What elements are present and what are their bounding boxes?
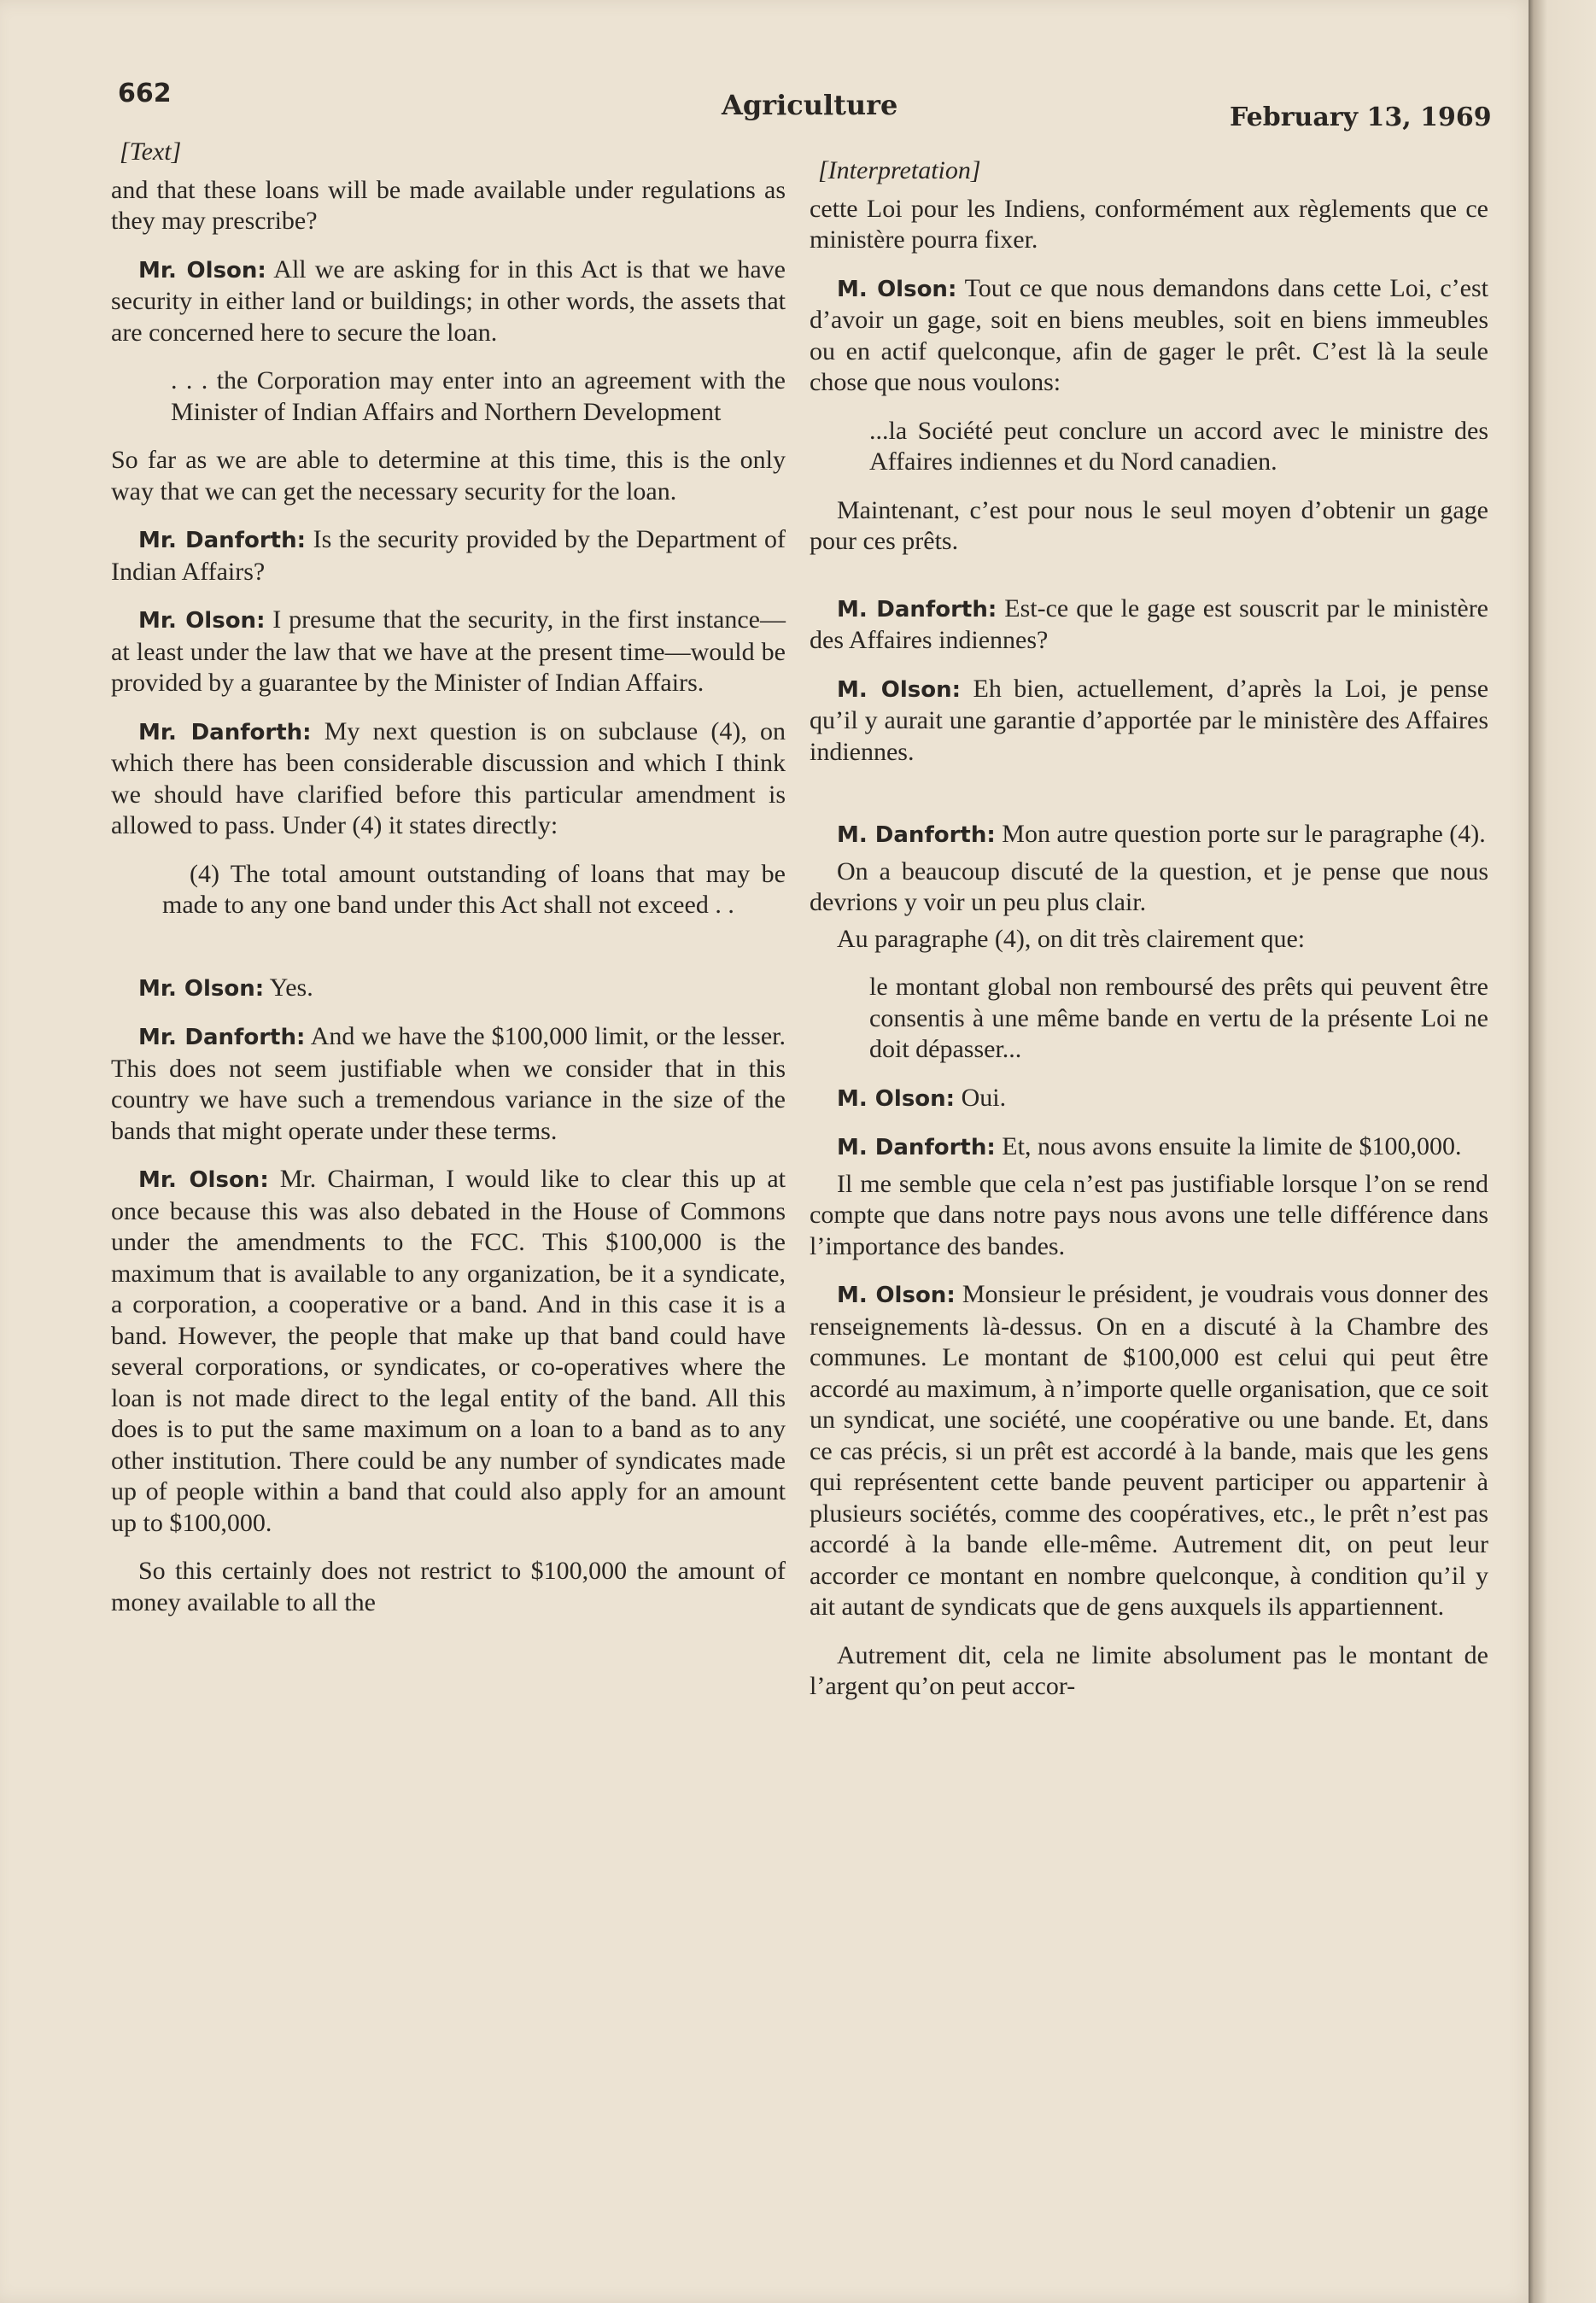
block-quote: ...la Société peut conclure un accord avec le ministre des Affaires indiennes et du Nord canadien. (869, 416, 1488, 476)
speech-text: I presume that the security, in the first instance—at least under the law that we have at the present time—would be provided by a guarantee by the Minister of Indian Affairs. (111, 605, 786, 697)
speech-text: All we are asking for in this Act is that we have security in either land or buildings; in other words, the assets that are concerned here to secure the loan. (111, 254, 786, 347)
paragraph: Autrement dit, cela ne limite absolument pas le montant de l’argent qu’on peut accor- (810, 1640, 1488, 1700)
sitting-date: February 13, 1969 (1230, 102, 1492, 132)
block-quote: . . . the Corporation may enter into an agreement with the Minister of Indian Affairs and Northern Development (171, 366, 786, 426)
speech (810, 674, 1488, 769)
paragraph: Maintenant, c’est pour nous le seul moyen d’obtenir un gage pour ces prêts. (810, 495, 1488, 555)
speaker-name: Mr. Olson: (138, 257, 266, 283)
speech (810, 1083, 1488, 1115)
speech-text: My next question is on subclause (4), on which there has been considerable discussion and which I think we should have clarified before this particular amendment is allowed to pass. Under (4) it states directly: (111, 716, 786, 839)
speaker-name: M. Olson: (837, 1085, 956, 1112)
speaker-name: Mr. Olson: (138, 608, 266, 634)
speech-text: Mon autre question porte sur le paragraphe (4). (1002, 820, 1486, 848)
speaker-name: M. Olson: (837, 1283, 956, 1308)
block-quote: le montant global non remboursé des prêts qui peuvent être consentis à une même bande en vertu de la présente Loi ne doit dépasser... (869, 973, 1488, 1063)
speech-text: Et, nous avons ensuite la limite de $100,000. (1002, 1132, 1462, 1160)
speech-text: Tout ce que nous demandons dans cette Loi, c’est d’avoir un gage, soit en biens meubles, soit en biens immeubles ou en actif quelconque, afin de gager le prêt. C’est là la seule chose que nous voulons: (810, 273, 1488, 396)
speaker-name: M. Danforth: (837, 822, 996, 848)
paragraph: So far as we are able to determine at this time, this is the only way that we can get the necessary security for the loan. (111, 446, 786, 506)
speech (111, 1021, 786, 1147)
speech-text: Monsieur le président, je voudrais vous donner des renseignements là-dessus. On en a discuté à la Chambre des communes. Le montant de $100,000 est celui qui peut être accordé au maximum, à n’importe quelle organisation, que ce soit un syndicat, une société, une coopérative ou une bande. Et, dans ce cas précis, si un prêt est accordé à la bande, mais que les gens qui représentent cette bande peuvent participer ou appartenir à plusieurs sociétés, comme des coopératives, etc., le prêt n’est pas accordé à la bande elle-même. Autrement dit, on peut leur accorder ce montant en nombre quelconque, à condition qu’il y ait autant de syndicats que de gens auxquels ils appartiennent. (810, 1280, 1488, 1621)
paragraph: and that these loans will be made available under regulations as they may prescribe? (111, 175, 786, 235)
adjacent-page-edge (1529, 0, 1596, 2303)
speech (111, 973, 786, 1005)
speaker-name: M. Danforth: (837, 1135, 996, 1160)
speech (111, 716, 786, 842)
section-title: Agriculture (722, 89, 898, 121)
speech-text: Eh bien, actuellement, d’après la Loi, je pense qu’il y aurait une garantie d’apportée par le ministère des Affaires indiennes. (810, 674, 1489, 766)
block-quote: (4) The total amount outstanding of loans that may be made to any one band under this Act shall not exceed . . (162, 859, 786, 919)
speaker-name: Mr. Olson: (138, 975, 265, 1002)
page-number: 662 (118, 79, 172, 108)
speech (111, 1164, 786, 1539)
speaker-name: Mr. Danforth: (138, 719, 312, 745)
speech (810, 273, 1488, 399)
paragraph: On a beaucoup discuté de la question, et je pense que nous devrions y voir un peu plus clair. (810, 856, 1488, 916)
speaker-name: M. Olson: (837, 276, 957, 302)
speaker-name: Mr. Olson: (138, 1167, 269, 1193)
column-label: [Text] (120, 137, 182, 166)
speech (810, 819, 1488, 851)
speech (810, 593, 1488, 657)
paragraph: Il me semble que cela n’est pas justifiable lorsque l’on se rend compte que dans notre pays nous avons une telle différence dans l’importance des bandes. (810, 1169, 1488, 1260)
page-header (0, 0, 1533, 145)
french-column (810, 137, 1488, 1720)
column-label: [Interpretation] (818, 156, 981, 184)
speaker-name: M. Danforth: (837, 596, 997, 623)
speech (111, 254, 786, 349)
paragraph: cette Loi pour les Indiens, conformément aux règlements que ce ministère pourra fixer. (810, 194, 1488, 254)
speech (111, 524, 786, 587)
speech (111, 605, 786, 699)
speech-text: Mr. Chairman, I would like to clear this up at once because this was also debated in the House of Commons under the amendments to the FCC. This $100,000 is the maximum that is available to any organization, be it a syndicate, a corporation, a cooperative or a band. And in this case it is a band. However, the people that make up that band could have several corporations, or syndicates, or co-operatives where the loan is not made direct to the legal entity of the band. All this does is to put the same maximum on a loan to a band as to any other institution. There could be any number of syndicates made up of people within a band that could also apply for an amount up to $100,000. (111, 1165, 786, 1537)
speech (810, 1279, 1488, 1623)
speech-text: Est-ce que le gage est souscrit par le ministère des Affaires indiennes? (810, 593, 1488, 654)
speaker-name: M. Olson: (837, 676, 962, 703)
speech-text: Oui. (961, 1083, 1007, 1112)
speech-text: And we have the $100,000 limit, or the lesser. This does not seem justifiable when we consider that in this country we have such a tremendous variance in the size of the bands that might operate under these terms. (111, 1022, 786, 1145)
paragraph: Au paragraphe (4), on dit très clairement que: (837, 924, 1306, 953)
paragraph: So this certainly does not restrict to $100,000 the amount of money available to all the (111, 1557, 786, 1616)
speech (810, 1131, 1488, 1164)
speaker-name: Mr. Danforth: (138, 528, 306, 553)
english-column (111, 137, 786, 1635)
speaker-name: Mr. Danforth: (138, 1025, 306, 1050)
speech-text: Yes. (269, 973, 313, 1002)
speech-text: Is the security provided by the Department of Indian Affairs? (111, 525, 786, 586)
